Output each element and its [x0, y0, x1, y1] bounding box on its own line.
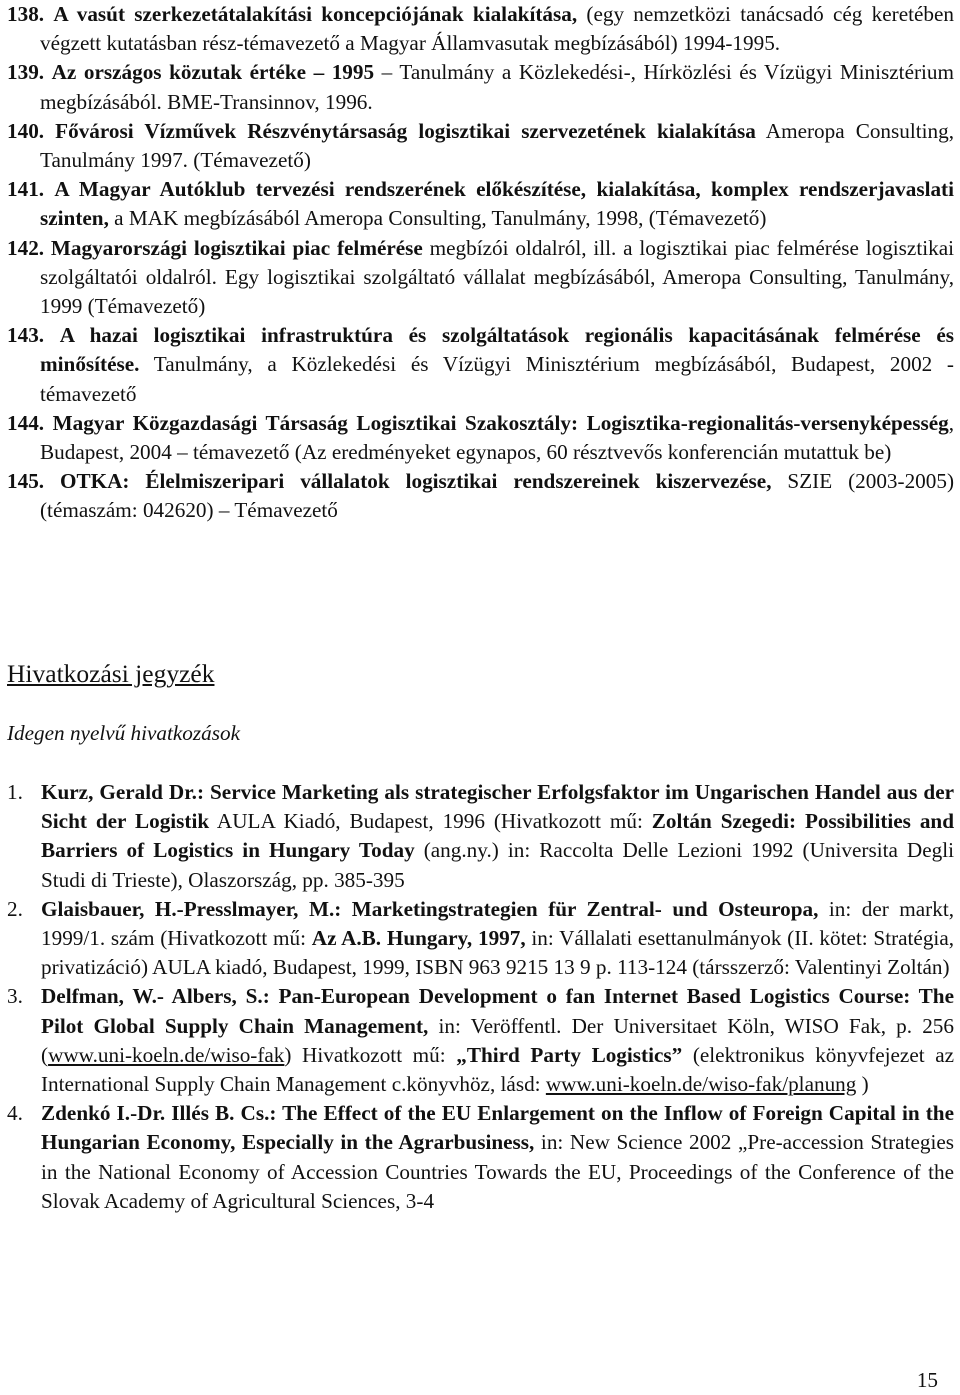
reference-source-continued: ) Hivatkozott mű:: [284, 1042, 457, 1067]
project-details: – Tanulmány a Közlekedési-, Hírközlési és Vízügyi Minisztérium megbízásából. BME-Transinnov, 1996.: [40, 60, 954, 114]
reference-number: 1.: [7, 780, 23, 804]
project-item-143: [7, 321, 954, 409]
project-details: Tanulmány, a Közlekedési és Vízügyi Minisztérium megbízásából, Budapest, 2002 - témavezető: [40, 352, 954, 406]
project-title: Magyar Közgazdasági Társaság Logisztikai Szakosztály: Logisztika-regionalitás-versenyképesség: [52, 410, 949, 435]
project-title: Magyarországi logisztikai piac felmérése: [50, 235, 423, 260]
project-item-141: [7, 175, 954, 233]
reference-cited-work: Az A.B. Hungary, 1997,: [311, 926, 526, 951]
reference-cited-work: „Third Party Logistics”: [456, 1042, 683, 1067]
project-list: [7, 0, 954, 526]
project-number: 138.: [7, 2, 45, 26]
section-heading: Hivatkozási jegyzék: [7, 659, 215, 688]
section-subheading: Idegen nyelvű hivatkozások: [7, 721, 240, 745]
reference-source: AULA Kiadó, Budapest, 1996 (Hivatkozott mű:: [209, 809, 652, 834]
project-number: 140.: [7, 118, 45, 143]
reference-link[interactable]: www.uni-koeln.de/wiso-fak: [48, 1042, 285, 1067]
reference-details: (ang.ny.) in: Raccolta Delle Lezioni 1992 (Universita Degli Studi di Trieste), Olaszország, pp. 385-395: [41, 838, 954, 892]
reference-title: : Pan-European Development o fan Internet Based Logistics Course: The Pilot Global Supply Chain Management,: [41, 984, 954, 1038]
reference-item-1: [7, 778, 954, 895]
project-number: 139.: [7, 60, 45, 85]
reference-author: Kurz, Gerald Dr.: [41, 780, 197, 804]
project-item-142: [7, 234, 954, 322]
project-details: megbízói oldalról, ill. a logisztikai piac felmérése logisztikai szolgáltatói oldalról. Egy logisztikai szolgáltató vállalat megbízásából, Ameropa Consulting, Tanulmány, 1999 (Témavezető): [40, 235, 954, 319]
reference-item-3: [7, 982, 954, 1099]
reference-number: 4.: [7, 1101, 23, 1126]
reference-item-4: [7, 1099, 954, 1216]
reference-details: in: New Science 2002 „Pre-accession Strategies in the National Economy of Accession Countries Towards the EU, Proceedings of the Conference of the Slovak Academy of Agricultural Sciences, 3-4: [41, 1130, 955, 1213]
project-title: Fővárosi Vízművek Részvénytársaság logisztikai szervezetének kialakítása: [55, 118, 756, 143]
page-number: 15: [916, 1368, 938, 1392]
project-number: 143.: [7, 323, 45, 348]
project-item-139: [7, 58, 954, 116]
project-item-145: [7, 467, 954, 525]
reference-number: 2.: [7, 896, 23, 921]
project-details: a MAK megbízásából Ameropa Consulting, Tanulmány, 1998, (Témavezető): [108, 206, 767, 231]
project-number: 144.: [7, 410, 45, 435]
reference-source: in: Veröffentl. Der Universitaet Köln, WISO Fak, p. 256 (: [41, 1013, 954, 1067]
project-number: 142.: [7, 235, 45, 260]
reference-link[interactable]: www.uni-koeln.de/wiso-fak/planung: [545, 1072, 857, 1097]
reference-title: : Service Marketing als strategischer Erfolgsfaktor im Ungarischen Handel aus der Sicht der Logistik: [41, 780, 955, 834]
project-item-138: [7, 0, 954, 58]
project-title: OTKA: Élelmiszeripari vállalatok logisztikai rendszereinek kiszervezése,: [60, 469, 772, 494]
reference-details: ): [856, 1072, 869, 1097]
reference-number: 3.: [7, 984, 23, 1009]
reference-list: [7, 778, 954, 1216]
project-title: A vasút szerkezetátalakítási koncepciójának kialakítása,: [53, 2, 578, 26]
reference-title: : The Effect of the EU Enlargement on the Inflow of Foreign Capital in the Hungarian Economy, Especially in the Agrarbusiness,: [41, 1101, 954, 1155]
project-details: Ameropa Consulting, Tanulmány 1997. (Témavezető): [40, 118, 955, 173]
project-details: SZIE (2003-2005) (témaszám: 042620) – Témavezető: [40, 469, 955, 523]
reference-author: Delfman, W.- Albers, S.: [41, 984, 263, 1009]
project-item-144: [7, 409, 954, 467]
reference-details: in: Vállalati esettanulmányok (II. kötet: Stratégia, privatizáció) AULA kiadó, Budapest, 1999, ISBN 963 9215 13 9 p. 113-124 (társszerző: Valentinyi Zoltán): [41, 926, 955, 980]
reference-title: : Marketingstrategien für Zentral- und Osteuropa,: [334, 896, 819, 921]
project-title: Az országos közutak értéke – 1995: [51, 60, 375, 85]
reference-source: in: der markt, 1999/1. szám (Hivatkozott mű:: [41, 896, 954, 951]
project-number: 145.: [7, 469, 45, 494]
reference-author: Glaisbauer, H.-Presslmayer, M.: [41, 896, 335, 921]
project-details: , Budapest, 2004 – témavezető (Az eredményeket egynapos, 60 résztvevős konferencián mutattuk be): [40, 410, 954, 465]
reference-cited-work: Zoltán Szegedi: Possibilities and Barriers of Logistics in Hungary Today: [41, 809, 954, 863]
reference-author: Zdenkó I.-Dr. Illés B. Cs.: [41, 1101, 270, 1126]
project-details: (egy nemzetközi tanácsadó cég keretében végzett kutatásban rész-témavezető a Magyar Államvasutak megbízásából) 1994-1995.: [40, 2, 954, 56]
project-title: A hazai logisztikai infrastruktúra és szolgáltatások regionális kapacitásának felmérése és minősítése.: [40, 323, 954, 377]
project-number: 141.: [7, 177, 45, 202]
reference-item-2: [7, 895, 954, 983]
project-title: A Magyar Autóklub tervezési rendszerének előkészítése, kialakítása, komplex rendszerjavaslati szinten,: [40, 177, 954, 231]
project-item-140: [7, 117, 954, 175]
reference-note: (elektronikus könyvfejezet az International Supply Chain Management c.könyvhöz, lásd:: [41, 1042, 955, 1097]
